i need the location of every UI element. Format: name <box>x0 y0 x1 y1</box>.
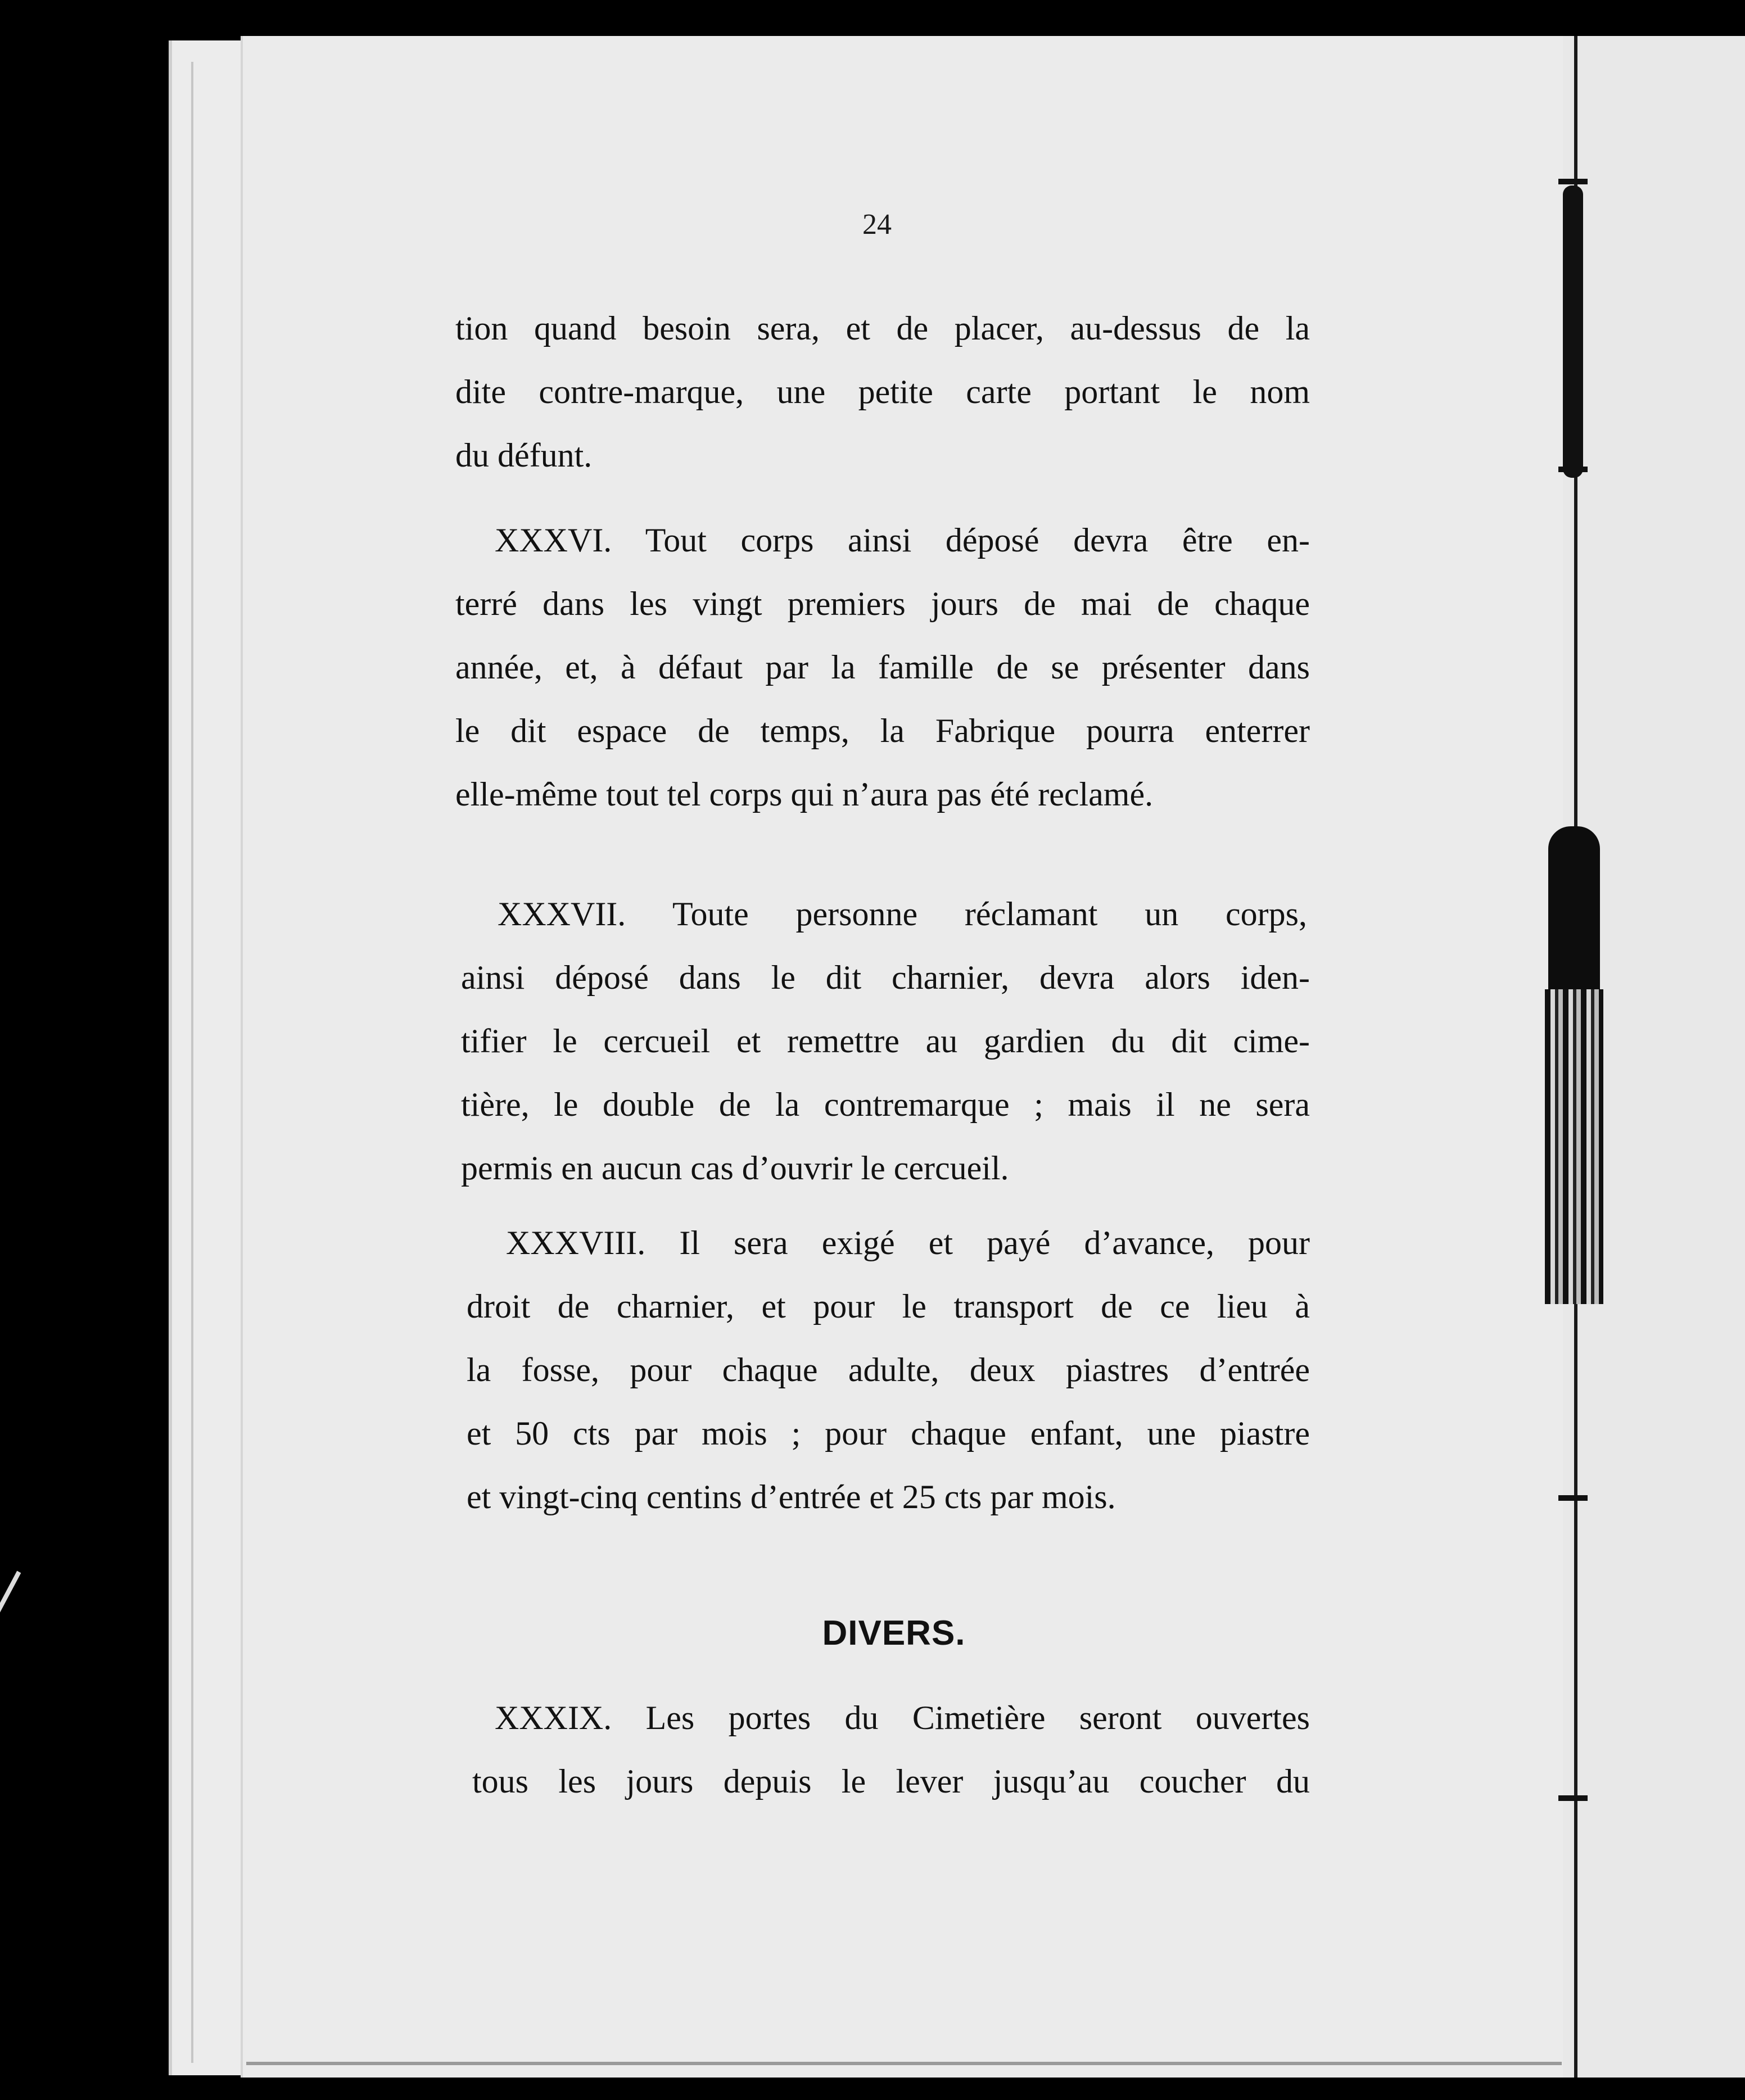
text-line: elle-même tout tel corps qui n’aura pas été reclamé. <box>455 776 1154 813</box>
text-line: tière, le double de la contremarque ; mais il ne sera <box>461 1086 1310 1123</box>
article-xxxviii <box>506 1211 1310 1275</box>
article-xxxvii <box>498 882 1307 946</box>
ribbon-tassel-strands <box>1545 989 1603 1304</box>
text-line: dite contre-marque, une petite carte portant le nom <box>455 373 1310 410</box>
paragraph-continuation <box>455 297 1310 487</box>
article-xxxvi-body <box>455 572 1310 826</box>
text-line: XXXVI. Tout corps ainsi déposé devra être en- <box>495 522 1310 559</box>
margin-mark <box>0 1571 21 1628</box>
ribbon-tassel-knot <box>1548 826 1600 995</box>
text-line: permis en aucun cas d’ouvrir le cercueil. <box>461 1149 1009 1187</box>
article-xxxix-body <box>472 1750 1310 1813</box>
text-line: et vingt-cinq centins d’entrée et 25 cts par mois. <box>467 1478 1116 1515</box>
page-bottom-edge <box>246 2062 1562 2065</box>
text-line: droit de charnier, et pour le transport de ce lieu à <box>467 1288 1310 1325</box>
article-xxxvi <box>495 509 1310 572</box>
text-line: terré dans les vingt premiers jours de mai de chaque <box>455 585 1310 622</box>
text-line: XXXIX. Les portes du Cimetière seront ouvertes <box>495 1699 1310 1736</box>
binding-cord <box>1563 185 1583 478</box>
text-line: le dit espace de temps, la Fabrique pourra enterrer <box>455 712 1310 749</box>
text-line: tous les jours depuis le lever jusqu’au coucher du <box>472 1763 1310 1800</box>
page-number: 24 <box>862 209 892 241</box>
text-line: tion quand besoin sera, et de placer, au-dessus de la <box>455 310 1310 347</box>
page-stack-edge-inner <box>191 62 236 2063</box>
article-xxxix <box>495 1686 1310 1750</box>
binding-stitch <box>1558 1795 1588 1801</box>
article-xxxvii-body <box>461 946 1310 1200</box>
text-line: année, et, à défaut par la famille de se présenter dans <box>455 649 1310 686</box>
binding-stitch <box>1558 1495 1588 1501</box>
text-line: XXXVII. Toute personne réclamant un corps, <box>498 895 1307 933</box>
text-line: ainsi déposé dans le dit charnier, devra alors iden- <box>461 959 1310 996</box>
article-xxxviii-body <box>467 1275 1310 1529</box>
binding-stitch <box>1558 467 1588 472</box>
text-line: tifier le cercueil et remettre au gardien du dit cime- <box>461 1022 1310 1060</box>
binding-stitch <box>1558 179 1588 184</box>
text-line: et 50 cts par mois ; pour chaque enfant, une piastre <box>467 1415 1310 1452</box>
text-line: la fosse, pour chaque adulte, deux piastres d’entrée <box>467 1351 1310 1388</box>
section-heading: DIVERS. <box>822 1614 966 1653</box>
text-line: du défunt. <box>455 437 593 474</box>
text-line: XXXVIII. Il sera exigé et payé d’avance, pour <box>506 1224 1310 1261</box>
